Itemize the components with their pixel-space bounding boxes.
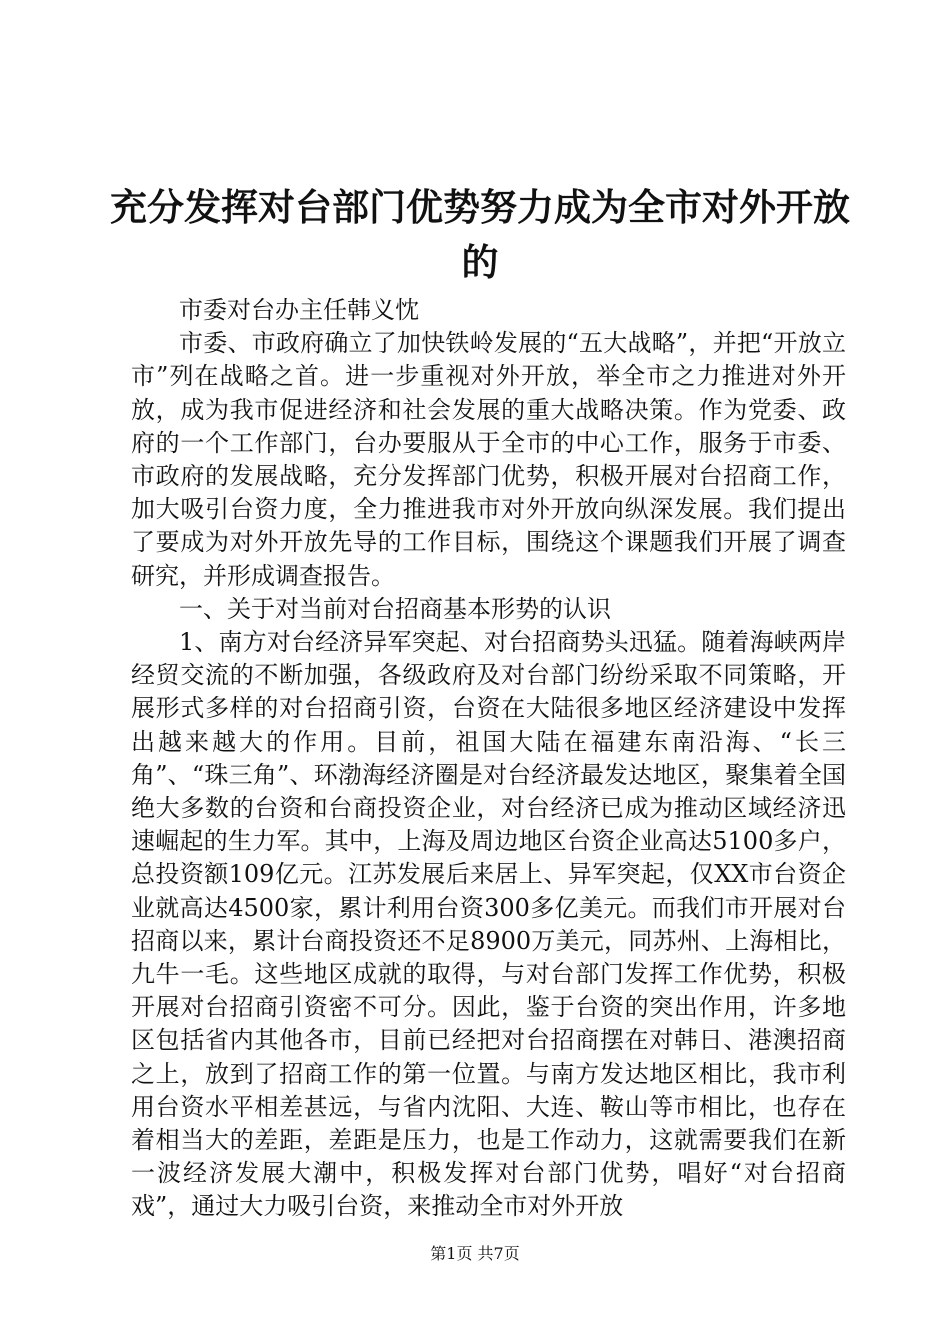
document-title: 充分发挥对台部门优势努力成为全市对外开放的 [110, 186, 850, 284]
section-heading: 一、关于对当前对台招商基本形势的认识 [179, 594, 611, 623]
page-footer: 第1页 共7页 [430, 1244, 520, 1263]
author-line: 市委对台办主任韩义忱 [179, 296, 419, 324]
document-body [131, 294, 846, 1224]
body-paragraph: 市委、市政府确立了加快铁岭发展的“五大战略”，并把“开放立市”列在战略之首。进一步重视对外开放，举全市之力推进对外开放，成为我市促进经济和社会发展的重大战略决策。作为党委、政府的一个工作部门，台办要服从于全市的中心工作，服务于市委、市政府的发展战略，充分发挥部门优势，积极开展对台招商工作，加大吸引台资力度，全力推进我市对外开放向纵深发展。我们提出了要成为对外开放先导的工作目标，围绕这个课题我们开展了调查研究，并形成调查报告。 [131, 329, 846, 590]
body-paragraph: 1、南方对台经济异军突起、对台招商势头迅猛。随着海峡两岸经贸交流的不断加强，各级政府及对台部门纷纷采取不同策略，开展形式多样的对台招商引资，台资在大陆很多地区经济建设中发挥出越来越大的作用。目前，祖国大陆在福建东南沿海、“长三角”、“珠三角”、环渤海经济圈是对台经济最发达地区，聚集着全国绝大多数的台资和台商投资企业，对台经济已成为推动区域经济迅速崛起的生力军。其中，上海及周边地区台资企业高达5100多户，总投资额109亿元。江苏发展后来居上、异军突起，仅XX市台资企业就高达4500家，累计利用台资300多亿美元。而我们市开展对台招商以来，累计台商投资还不足8900万美元，同苏州、上海相比，九牛一毛。这些地区成就的取得，与对台部门发挥工作优势，积极开展对台招商引资密不可分。因此，鉴于台资的突出作用，许多地区包括省内其他各市，目前已经把对台招商摆在对韩日、港澳招商之上，放到了招商工作的第一位置。与南方发达地区相比，我市利用台资水平相差甚远，与省内沈阳、大连、鞍山等市相比，也存在着相当大的差距，差距是压力，也是工作动力，这就需要我们在新一波经济发展大潮中，积极发挥对台部门优势，唱好“对台招商戏”，通过大力吸引台资，来推动全市对外开放 [131, 628, 846, 1221]
